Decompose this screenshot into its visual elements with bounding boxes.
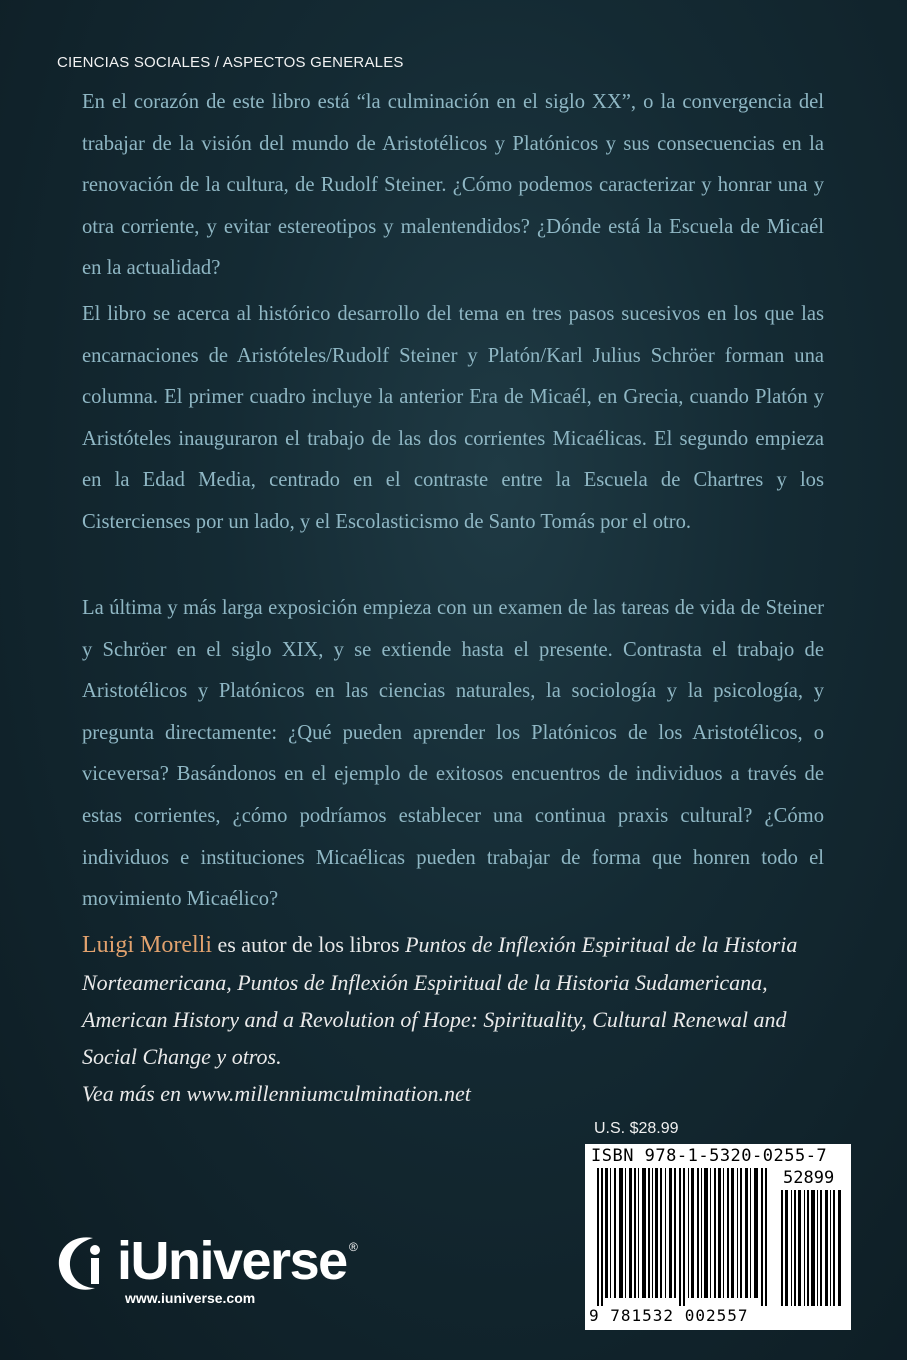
barcode xyxy=(585,1144,851,1330)
addon-bars xyxy=(781,1190,843,1306)
blurb-paragraph-3: La última y más larga exposición empieza con un examen de las tareas de vida de Steiner y Schröer en el siglo XIX, y se extiende hasta el presente. Contrasta el trabajo de Aristotélicos y Platónicos en las ciencias naturales, la sociología y la psicología, y pregunta directamente: ¿Qué pueden aprender los Platónicos de los Aristotélicos, o viceversa? Basándonos en el ejemplo de exitosos encuentros de individuos a través de estas corrientes, ¿cómo podríamos establecer una continua praxis cultural? ¿Cómo individuos e instituciones Micaélicas pueden trabajar de forma que honren todo el movimiento Micaélico? xyxy=(82,597,824,911)
author-name: Luigi Morelli xyxy=(82,932,212,958)
registered-mark: ® xyxy=(349,1240,358,1254)
price-label: U.S. $28.99 xyxy=(594,1120,679,1137)
category-label: CIENCIAS SOCIALES / ASPECTOS GENERALES xyxy=(57,54,404,71)
publisher-url: www.iuniverse.com xyxy=(125,1290,256,1306)
ean-bars xyxy=(591,1168,777,1306)
ean-digits: 9 781532 002557 xyxy=(589,1306,749,1325)
isbn-label: ISBN 978-1-5320-0255-7 xyxy=(591,1146,828,1166)
author-bio xyxy=(82,926,824,1112)
blurb-paragraph-1: En el corazón de este libro está “la culminación en el siglo XX”, o la convergencia del trabajar de la visión del mundo de Aristotélicos y Platónicos y sus consecuencias en la renovación de la cultura, de Rudolf Steiner. ¿Cómo podemos caracterizar y honrar una y otra corriente, y evitar estereotipos y malentendidos? ¿Dónde está la Escuela de Micaél en la actualidad? xyxy=(82,91,824,280)
bio-website: Vea más en www.millenniumculmination.net xyxy=(82,1081,471,1106)
bio-books: Puntos de Inflexión Espiritual de la Historia Norteamericana, Puntos de Inflexión Espiritual de la Historia Sudamericana, American History and a Revolution of Hope: Spirituality, Cultural Renewal and Social Change y otros. xyxy=(82,932,798,1069)
publisher-name: iUniverse xyxy=(117,1231,347,1291)
iuniverse-swirl-icon xyxy=(55,1232,119,1296)
bio-intro: es autor de los libros xyxy=(211,932,406,957)
price-code: 52899 xyxy=(783,1168,835,1188)
blurb-paragraph-2: El libro se acerca al histórico desarrollo del tema en tres pasos sucesivos en los que las encarnaciones de Aristóteles/Rudolf Steiner y Platón/Karl Julius Schröer forman una columna. El primer cuadro incluye la anterior Era de Micaél, en Grecia, cuando Platón y Aristóteles inauguraron el trabajo de las dos corrientes Micaélicas. El segundo empieza en la Edad Media, centrado en el contraste entre la Escuela de Chartres y los Cistercienses por un lado, y el Escolasticismo de Santo Tomás por el otro. xyxy=(82,303,824,533)
